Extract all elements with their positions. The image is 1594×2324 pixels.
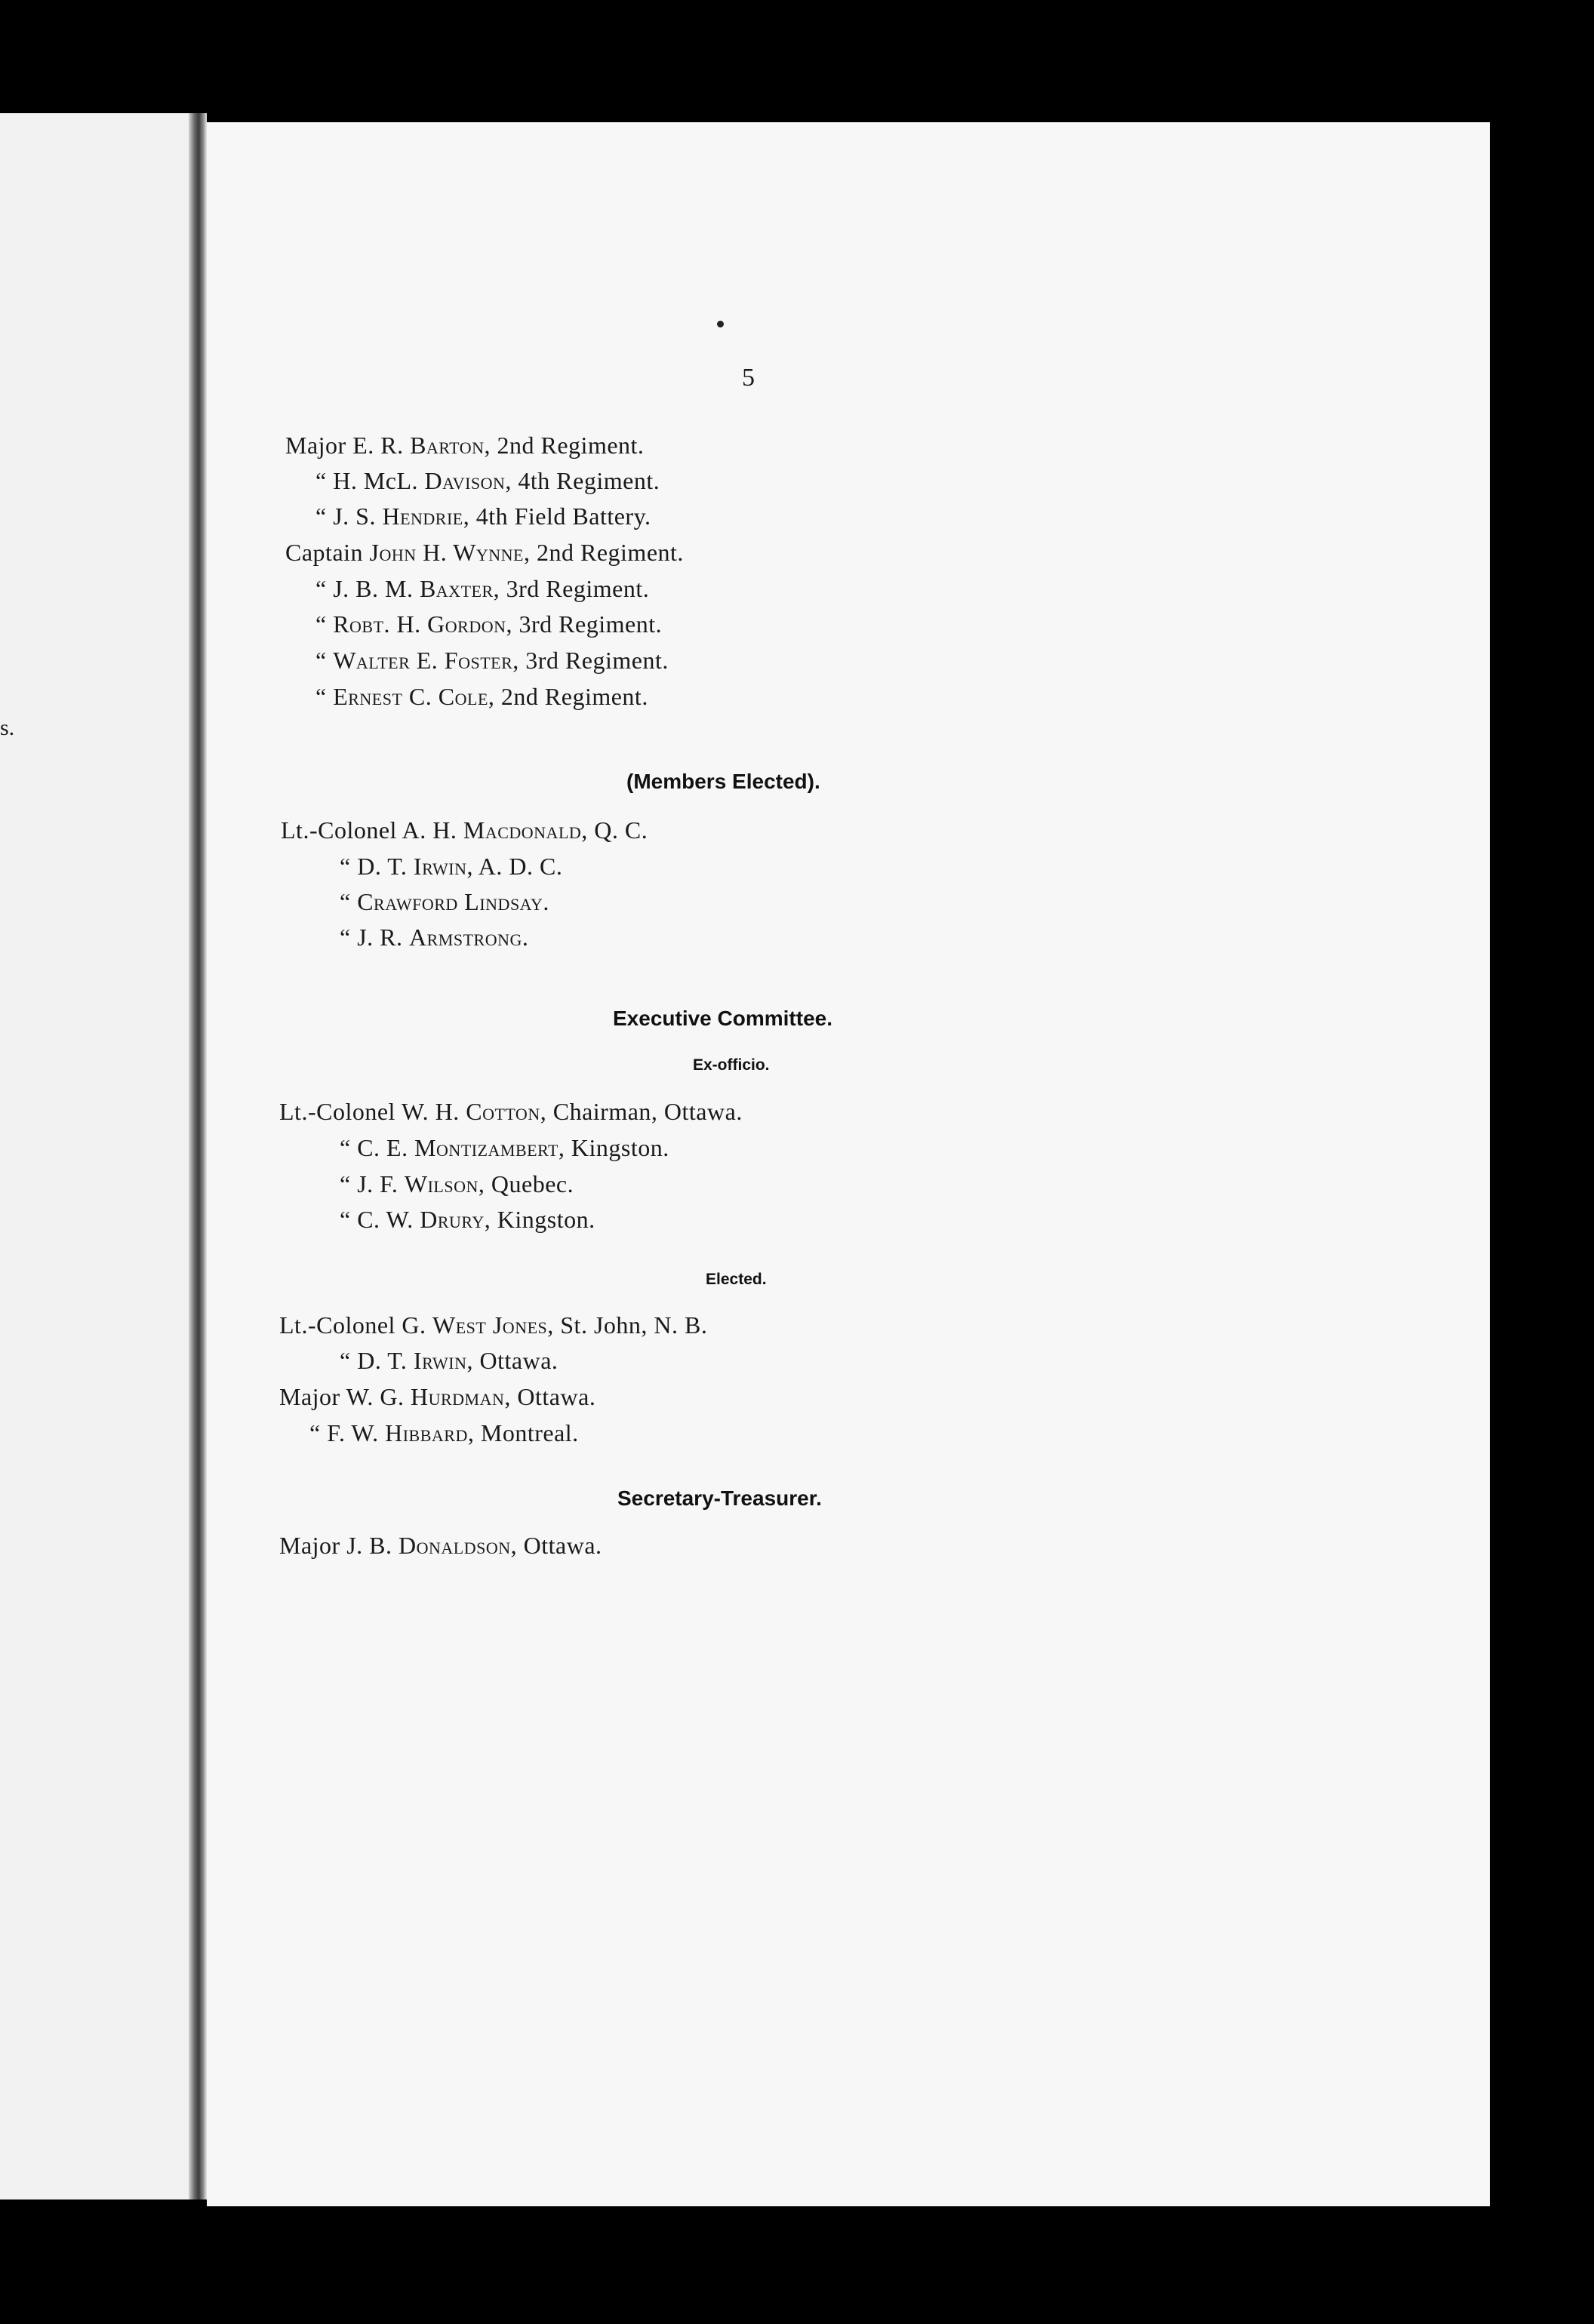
section-heading-executive-committee: Executive Committee. bbox=[613, 1007, 832, 1030]
ink-dot bbox=[717, 321, 724, 327]
list-item: “ J. R. Armstrong. bbox=[340, 924, 529, 951]
list-item: Lt.-Colonel A. H. Macdonald, Q. C. bbox=[281, 816, 648, 844]
list-item: “ D. T. Irwin, Ottawa. bbox=[340, 1347, 559, 1374]
page-number: 5 bbox=[742, 364, 755, 392]
list-item: “ C. E. Montizambert, Kingston. bbox=[340, 1134, 669, 1161]
list-item: Major E. R. Barton, 2nd Regiment. bbox=[285, 432, 645, 459]
list-item: Major W. G. Hurdman, Ottawa. bbox=[279, 1383, 596, 1410]
list-item: Captain John H. Wynne, 2nd Regiment. bbox=[285, 539, 684, 566]
subheading-ex-officio: Ex-officio. bbox=[693, 1056, 770, 1074]
list-item: “ Ernest C. Cole, 2nd Regiment. bbox=[315, 683, 648, 710]
list-item: “ H. McL. Davison, 4th Regiment. bbox=[315, 467, 660, 494]
list-item: “ F. W. Hibbard, Montreal. bbox=[309, 1419, 579, 1446]
section-heading-secretary-treasurer: Secretary-Treasurer. bbox=[617, 1486, 822, 1510]
list-item: “ C. W. Drury, Kingston. bbox=[340, 1206, 595, 1233]
list-item: “ J. B. M. Baxter, 3rd Regiment. bbox=[315, 575, 650, 602]
left-page bbox=[0, 113, 195, 2200]
subheading-elected: Elected. bbox=[706, 1271, 767, 1288]
list-item: Lt.-Colonel W. H. Cotton, Chairman, Ottawa. bbox=[279, 1098, 743, 1125]
list-item: Lt.-Colonel G. West Jones, St. John, N. B. bbox=[279, 1311, 708, 1339]
list-item: Major J. B. Donaldson, Ottawa. bbox=[279, 1532, 602, 1559]
list-item: “ Walter E. Foster, 3rd Regiment. bbox=[315, 647, 669, 674]
list-item: “ D. T. Irwin, A. D. C. bbox=[340, 853, 563, 880]
list-item: “ Crawford Lindsay. bbox=[340, 888, 549, 915]
book-gutter bbox=[189, 113, 207, 2200]
left-page-fragment: s. bbox=[0, 715, 15, 740]
list-item: “ Robt. H. Gordon, 3rd Regiment. bbox=[315, 610, 663, 638]
list-item: “ J. F. Wilson, Quebec. bbox=[340, 1170, 574, 1197]
section-heading-members-elected: (Members Elected). bbox=[626, 770, 820, 793]
list-item: “ J. S. Hendrie, 4th Field Battery. bbox=[315, 503, 651, 530]
